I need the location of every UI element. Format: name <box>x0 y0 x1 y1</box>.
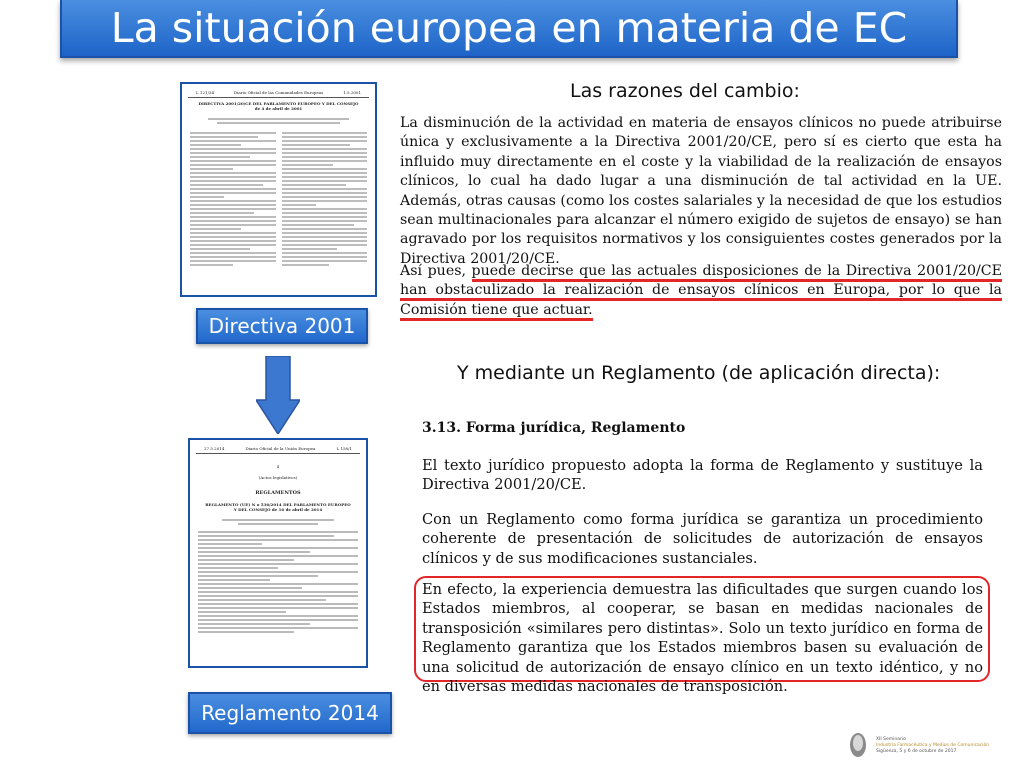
doc2-header-right: L 158/1 <box>336 446 352 451</box>
reasons-heading: Las razones del cambio: <box>570 80 800 102</box>
slide-title: La situación europea en materia de EC <box>60 0 958 58</box>
seminar-logo-line-1: XII Seminario <box>876 737 906 742</box>
reasons-paragraph-1: La disminución de la actividad en materia de ensayos clínicos no puede atribuirse única y exclusivamente a la Directiva 2001/20/CE, pero sí es cierto que esta ha influido muy directamente en el coste y la viabilidad de la realización de ensayos clínicos, lo cual ha dado lugar a una disminución de tal actividad en la UE. Además, otras causas (como los costes salariales y la necesidad de que los estudios sean multinacionales para alcanzar el número exigido de sujetos de ensayo) se han agravado por los requisitos normativos y los consiguientes costes generados por la Directiva 2001/20/CE. <box>400 115 1002 267</box>
doc2-title: REGLAMENTO (UE) N o 536/2014 DEL PARLAMENTO EUROPEO Y DEL CONSEJO de 16 de abril de 2014 <box>205 502 351 512</box>
regulation-heading: Y mediante un Reglamento (de aplicación directa): <box>457 362 941 384</box>
reasons-paragraph-2-prefix: Así pues, <box>400 263 472 279</box>
regulation-paragraph-3: En efecto, la experiencia demuestra las dificultades que surgen cuando los Estados miembros, al cooperar, se basan en medidas nacionales de transposición «similares pero distintas». Solo un texto jurídico en forma de Reglamento garantiza que los Estados miembros basen su evaluación de una solicitud de autorización de ensayo clínico en un texto idéntico, y no en diversas medidas nacionales de transposición. <box>422 581 983 696</box>
doc2-roman: I <box>277 464 279 469</box>
seminar-logo-line-2: Industria Farmacéutica y Medios de Comunicación <box>876 743 990 748</box>
regulation-paragraph-1: El texto jurídico propuesto adopta la forma de Reglamento y sustituye la Directiva 2001/20/CE. <box>422 457 983 494</box>
regulation-paragraph-2: Con un Reglamento como forma jurídica se garantiza un procedimiento coherente de presentación de solicitudes de autorización de ensayos clínicos y de sus modificaciones sustanciales. <box>422 511 983 567</box>
regulation-2014-thumbnail <box>188 438 368 668</box>
seminar-logo <box>848 731 1008 765</box>
doc2-section: REGLAMENTOS <box>255 490 301 496</box>
reasons-paragraph-2 <box>400 262 1002 320</box>
seminar-emblem-icon <box>848 731 868 761</box>
doc1-header-center: Diario Oficial de las Comunidades Europeas <box>233 90 324 95</box>
reasons-underlined-text: puede decirse que las actuales disposiciones de la Directiva 2001/20/CE han obstaculizado la realización de ensayos clínicos en Europa, por lo que la Comisión tiene que actuar. <box>400 263 1002 321</box>
seminar-logo-line-3: Sigüenza, 5 y 6 de octubre de 2017 <box>876 749 957 754</box>
directive-2001-label: Directiva 2001 <box>196 308 368 344</box>
regulation-section-title: 3.13. Forma jurídica, Reglamento <box>422 420 686 436</box>
seminar-logo-text <box>876 737 989 755</box>
doc2-subtitle: (Actos legislativos) <box>258 475 298 480</box>
doc1-title: DIRECTIVA 2001/20/CE DEL PARLAMENTO EUROPEO Y DEL CONSEJO de 4 de abril de 2001 <box>198 101 359 111</box>
directive-2001-thumbnail <box>180 82 377 297</box>
doc2-header-left: 27.5.2014 <box>204 446 225 451</box>
doc1-header-right: 1.5.2001 <box>343 90 361 95</box>
down-arrow-icon <box>256 356 300 434</box>
doc1-header-left: L 121/34 <box>196 90 214 95</box>
doc2-header-center: Diario Oficial de la Unión Europea <box>245 446 316 451</box>
regulation-2014-label: Reglamento 2014 <box>188 692 392 734</box>
